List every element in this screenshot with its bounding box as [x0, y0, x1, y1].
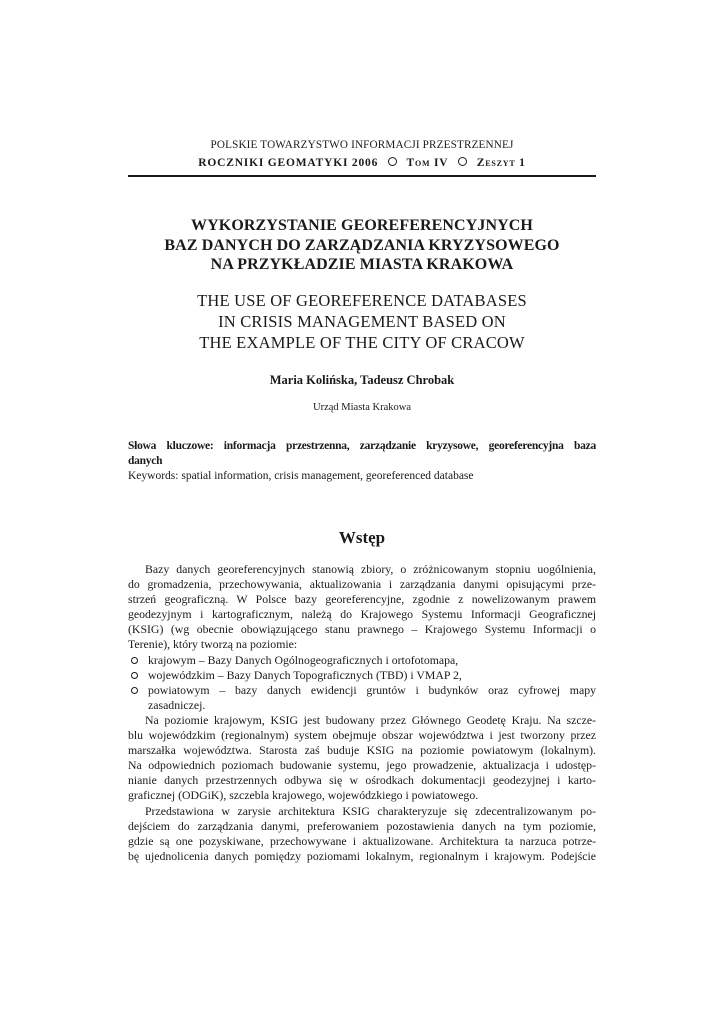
text-line: Na poziomie krajowym, KSIG jest budowany przez Głównego Geodetę Kraju. Na szcze-: [145, 712, 596, 727]
paragraph: [128, 562, 596, 653]
keywords-polish-line: danych: [128, 455, 163, 468]
body-text: [128, 562, 596, 864]
keywords-english: Keywords: spatial information, crisis management, georeferenced database: [128, 470, 474, 483]
title-polish-line: BAZ DANYCH DO ZARZĄDZANIA KRYZYSOWEGO: [164, 236, 560, 254]
list-item-continuation: zasadniczej.: [148, 697, 206, 712]
journal-line: [128, 156, 596, 170]
circle-bullet-icon: [131, 687, 138, 694]
list-item-text: wojewódzkim – Bazy Danych Topograficznych (TBD) i VMAP 2,: [148, 667, 462, 682]
paragraph: [128, 713, 596, 804]
authors: Maria Kolińska, Tadeusz Chrobak: [269, 373, 455, 387]
journal-title: ROCZNIKI GEOMATYKI 2006: [198, 157, 379, 169]
list-item: [128, 683, 596, 698]
list-item: [128, 668, 596, 683]
circle-bullet-icon: [458, 157, 467, 166]
title-english-line: THE EXAMPLE OF THE CITY OF CRACOW: [199, 333, 525, 352]
list-item: [128, 653, 596, 668]
text-line: dejściem do zarządzania danymi, preferowaniem pozostawienia danych na tym poziomie,: [128, 818, 596, 833]
keywords-polish-line: Słowa kluczowe: informacja przestrzenna, zarządzanie kryzysowe, georeferencyjna baza: [128, 440, 596, 452]
title-polish: [128, 216, 596, 275]
list-item-text: krajowym – Bazy Danych Ogólnogeograficznych i ortofotomapa,: [148, 652, 459, 667]
title-english-line: THE USE OF GEOREFERENCE DATABASES: [197, 291, 527, 310]
text-line: Terenie), który tworzą na poziomie:: [128, 637, 298, 652]
title-english-line: IN CRISIS MANAGEMENT BASED ON: [218, 312, 506, 331]
bullet-list: [128, 653, 596, 713]
title-english: [128, 290, 596, 353]
text-line: (KSIG) (wg obecnie obowiązującego stanu prawnego – Krajowego Systemu Informacji o: [128, 622, 596, 637]
text-line: geodezyjnym i kartograficznym, należą do Krajowego Systemu Informacji Geograficznej: [128, 607, 596, 622]
text-line: Na odpowiednich poziomach budowanie systemu, jego prowadzenie, aktualizacja i udostęp-: [128, 758, 596, 773]
text-line: gdzie są one pozyskiwane, przechowywane i aktualizowane. Architektura ta narzuca potrze-: [128, 833, 596, 848]
keywords-polish: [128, 440, 596, 470]
running-head: [128, 138, 596, 170]
text-line: do gromadzenia, przechowywania, aktualizowania i zarządzania danymi opisującymi prze-: [128, 577, 596, 592]
section-title: Wstęp: [338, 528, 386, 547]
paragraph: [128, 804, 596, 864]
text-line: marszałka województwa. Starosta zaś buduje KSIG na poziomie powiatowym (lokalnym).: [128, 743, 596, 758]
affiliation: Urząd Miasta Krakowa: [313, 402, 411, 413]
society-name: POLSKIE TOWARZYSTWO INFORMACJI PRZESTRZENNEJ: [210, 139, 514, 151]
text-line: strzeń geograficzną. W Polsce bazy georeferencyjne, zgodnie z nowelizowanym prawem: [128, 592, 596, 607]
header-rule: [128, 175, 596, 177]
text-line: Bazy danych georeferencyjnych stanowią zbiory, o zróżnicowanym stopniu uogólnienia,: [145, 562, 596, 576]
text-line: bę ujednolicenia danych pomiędzy poziomami lokalnym, regionalnym i krajowym. Podejście: [128, 848, 596, 863]
keywords-block: [128, 440, 596, 484]
circle-bullet-icon: [388, 157, 397, 166]
title-polish-line: WYKORZYSTANIE GEOREFERENCYJNYCH: [191, 217, 533, 234]
title-polish-line: NA PRZYKŁADZIE MIASTA KRAKOWA: [210, 256, 514, 273]
circle-bullet-icon: [131, 672, 138, 679]
circle-bullet-icon: [131, 657, 138, 664]
text-line: nianie danych przestrzennych odbywa się w ośrodkach dokumentacji geodezyjnej i karto-: [128, 773, 596, 788]
text-line: graficznej (ODGiK), szczebla krajowego, wojewódzkiego i powiatowego.: [128, 788, 479, 803]
text-line: Przedstawiona w zarysie architektura KSIG charakteryzuje się zdecentralizowanym po-: [145, 803, 596, 818]
journal-volume: Tom IV: [406, 157, 449, 169]
list-item-text: powiatowym – bazy danych ewidencji gruntów i budynków oraz cyfrowej mapy: [148, 682, 596, 697]
text-line: blu wojewódzkim (regionalnym) system obejmuje obszar województwa i jest tworzony przez: [128, 728, 596, 743]
journal-issue: Zeszyt 1: [476, 157, 526, 169]
